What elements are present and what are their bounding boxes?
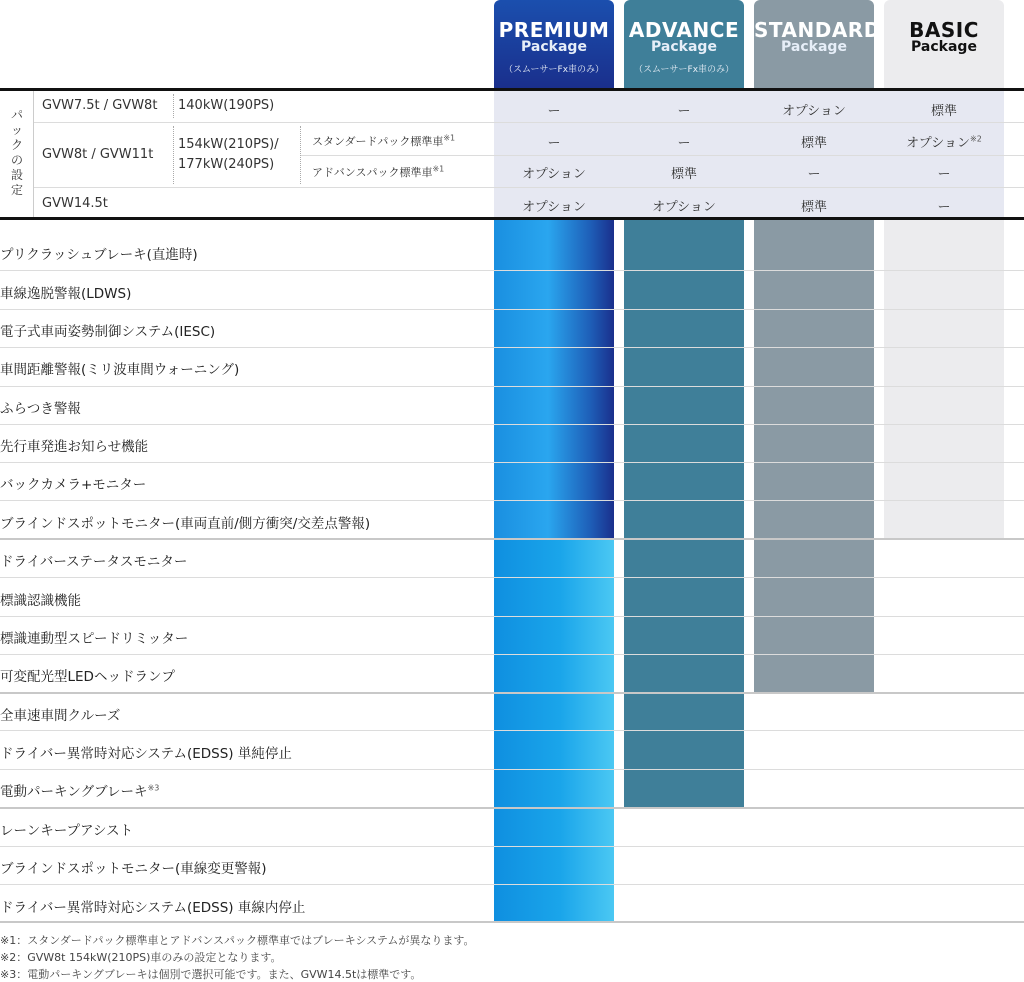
footnote: ※3：電動パーキングブレーキは個別で選択可能です。また、GVW14.5tは標準です。 — [0, 968, 422, 981]
setting-value — [884, 132, 1004, 151]
row-divider — [0, 616, 1024, 617]
feature-label-text: 電動パーキングブレーキ — [0, 784, 148, 800]
premium-package-header — [494, 0, 614, 88]
footnote-mark: ※2 — [970, 134, 982, 144]
sub-label-text: アドバンスパック標準車 — [312, 166, 433, 179]
feature-label: 電子式車両姿勢制御システム(IESC) — [0, 324, 216, 340]
setting-value: 標準 — [930, 104, 957, 119]
basic-bar — [884, 220, 1004, 538]
setting-value: ー — [547, 136, 561, 151]
footnote-mark: ※1 — [432, 164, 445, 174]
divider — [173, 94, 174, 118]
package-name: STANDARD — [754, 18, 881, 42]
group-divider — [0, 807, 1024, 809]
feature-label: プリクラッシュブレーキ(直進時) — [0, 247, 198, 263]
divider — [173, 126, 174, 184]
package-sub: Package — [911, 39, 977, 55]
divider — [33, 91, 34, 217]
feature-label: ドライバー異常時対応システム(EDSS) 車線内停止 — [0, 900, 306, 916]
row-divider — [0, 270, 1024, 271]
package-sub: Package — [521, 39, 587, 55]
footnote-mark: ※3 — [147, 783, 160, 793]
setting-value: ー — [677, 104, 691, 119]
feature-label — [0, 780, 159, 800]
package-note: （スムーサーFx車のみ） — [633, 65, 735, 75]
row-divider — [0, 884, 1024, 885]
row-divider — [0, 654, 1024, 655]
basic-package-header — [884, 0, 1004, 88]
setting-value: オプション — [522, 167, 586, 182]
feature-label: レーンキープアシスト — [0, 823, 134, 839]
standard-bar — [754, 220, 874, 692]
feature-label: ドライバーステータスモニター — [0, 554, 188, 570]
setting-value: 標準 — [670, 167, 697, 182]
package-sub: Package — [651, 39, 717, 55]
setting-value: ー — [547, 104, 561, 119]
group-divider — [0, 692, 1024, 694]
setting-value: 標準 — [800, 200, 827, 215]
feature-label: 可変配光型LEDヘッドランプ — [0, 669, 175, 685]
sub-label — [312, 133, 455, 149]
feature-label: ドライバー異常時対応システム(EDSS) 単純停止 — [0, 746, 292, 762]
advance-package-header — [624, 0, 744, 88]
power-label: 154kW(210PS)/ — [178, 137, 279, 152]
gvw-label: GVW7.5t / GVW8t — [42, 98, 158, 113]
feature-label: 標識連動型スピードリミッター — [0, 631, 189, 647]
row-divider — [0, 386, 1024, 387]
group-divider — [0, 538, 1024, 540]
footnote: ※1：スタンダードパック標準車とアドバンスパック標準車ではブレーキシステムが異なります。 — [0, 934, 475, 947]
row-divider — [0, 309, 1024, 310]
divider — [34, 122, 1024, 123]
feature-label: ブラインドスポットモニター(車線変更警報) — [0, 861, 267, 877]
feature-label: バックカメラ+モニター — [0, 477, 147, 493]
row-divider — [0, 846, 1024, 847]
row-divider — [0, 769, 1024, 770]
standard-package-header — [754, 0, 881, 88]
feature-label: ふらつき警報 — [0, 401, 81, 417]
package-name: PREMIUM — [498, 18, 610, 42]
package-name: ADVANCE — [628, 18, 740, 42]
setting-value: オプション — [652, 200, 716, 215]
setting-value: ー — [937, 167, 951, 182]
row-divider — [0, 730, 1024, 731]
divider — [300, 155, 1024, 156]
feature-label: 車間距離警報(ミリ波車間ウォーニング) — [0, 362, 240, 378]
row-divider — [0, 500, 1024, 501]
footnote-mark: ※1 — [443, 133, 456, 143]
divider — [300, 126, 301, 184]
package-note: （スムーサーFx車のみ） — [503, 65, 605, 75]
setting-value: ー — [807, 167, 821, 182]
group-divider — [0, 921, 1024, 923]
gvw-label: GVW8t / GVW11t — [42, 147, 154, 162]
package-sub: Package — [781, 39, 847, 55]
row-divider — [0, 462, 1024, 463]
feature-label: 全車速車間クルーズ — [0, 708, 121, 724]
setting-value: ー — [937, 200, 951, 215]
power-label: 177kW(240PS) — [178, 157, 275, 172]
row-divider — [0, 577, 1024, 578]
feature-label: 標識認識機能 — [0, 593, 81, 609]
settings-vertical-label: パックの設定 — [10, 108, 23, 197]
setting-value: オプション — [782, 104, 846, 119]
sub-label-text: スタンダードパック標準車 — [312, 135, 444, 148]
row-divider — [0, 347, 1024, 348]
footnote: ※2：GVW8t 154kW(210PS)車のみの設定となります。 — [0, 951, 282, 964]
divider — [0, 88, 1024, 91]
gvw-label: GVW14.5t — [42, 196, 108, 211]
setting-value: オプション — [522, 200, 586, 215]
setting-value: 標準 — [800, 136, 827, 151]
divider — [34, 187, 1024, 188]
power-label: 140kW(190PS) — [178, 98, 275, 113]
row-divider — [0, 424, 1024, 425]
package-name: BASIC — [909, 18, 979, 42]
feature-label: 先行車発進お知らせ機能 — [0, 439, 149, 455]
feature-label: ブラインドスポットモニター(車両直前/側方衝突/交差点警報) — [0, 516, 371, 532]
setting-value: ー — [677, 136, 691, 151]
feature-label: 車線逸脱警報(LDWS) — [0, 286, 132, 302]
sub-label — [312, 164, 444, 180]
premium-bar — [494, 220, 614, 538]
setting-value-text: オプション — [906, 136, 971, 151]
